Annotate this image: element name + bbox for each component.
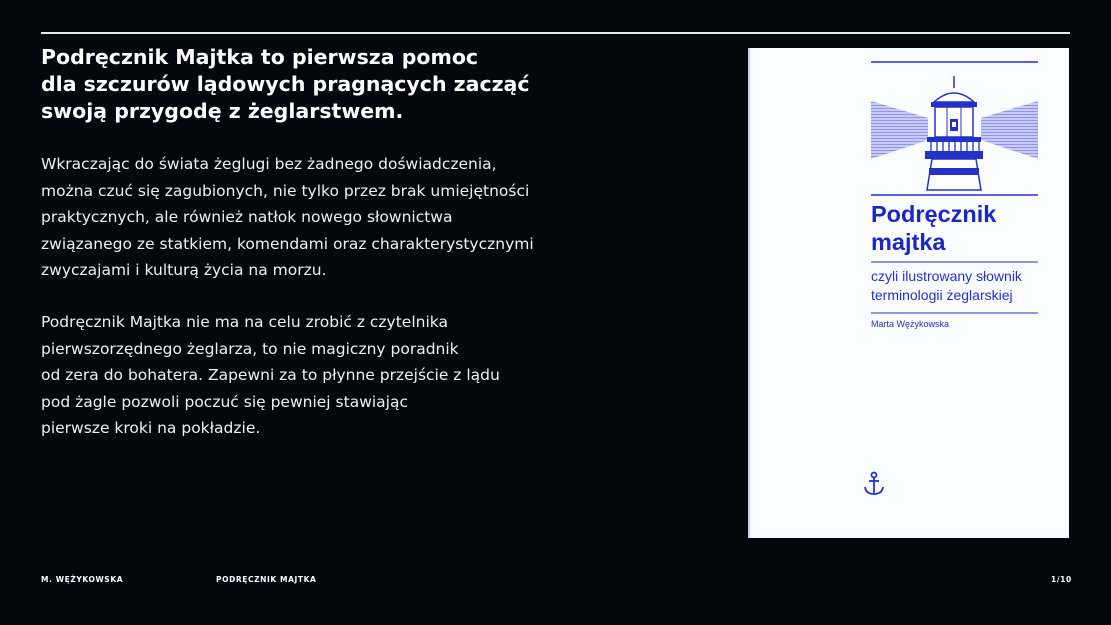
paragraph-line: od zera do bohatera. Zapewni za to płynne przejście z lądu — [41, 366, 500, 384]
paragraph-line: Wkraczając do świata żeglugi bez żadnego doświadczenia, — [41, 155, 497, 173]
paragraph-line: pod żagle pozwoli poczuć się pewniej stawiając — [41, 392, 408, 411]
paragraph-line: pierwszorzędnego żeglarza, to nie magiczny poradnik — [41, 339, 459, 358]
anchor-icon — [865, 473, 883, 495]
page-number: 1/10 — [1051, 575, 1072, 584]
cover-author: Marta Wężykowska — [871, 319, 950, 329]
book-cover-image — [748, 48, 1069, 538]
headline — [41, 44, 561, 125]
cover-subtitle — [871, 267, 1022, 305]
paragraph-line: Podręcznik Majtka nie ma na celu zrobić z czytelnika — [41, 313, 448, 331]
footer-author: M. WĘŻYKOWSKA — [41, 575, 124, 584]
footer-title: PODRĘCZNIK MAJTKA — [216, 575, 317, 584]
cover-title-line: majtka — [871, 229, 946, 255]
paragraph-line: związanego ze statkiem, komendami oraz charakterystycznymi — [41, 234, 534, 253]
headline-line: Podręcznik Majtka to pierwsza pomoc — [41, 45, 479, 69]
top-divider — [41, 32, 1070, 34]
paragraph-line: praktycznych, ale również natłok nowego słownictwa — [41, 208, 453, 226]
lighthouse-icon — [871, 76, 1038, 190]
cover-title-line: Podręcznik — [871, 201, 997, 227]
paragraph-line: zwyczajami i kulturą życia na morzu. — [41, 261, 327, 279]
second-paragraph — [41, 309, 581, 442]
headline-line: dla szczurów lądowych pragnących zacząć — [41, 72, 530, 96]
paragraph-line: pierwsze kroki na pokładzie. — [41, 419, 261, 437]
intro-paragraph — [41, 151, 581, 284]
cover-title — [871, 200, 996, 256]
cover-subtitle-line: terminologii żeglarskiej — [871, 287, 1013, 303]
headline-line: swoją przygodę z żeglarstwem. — [41, 99, 404, 123]
paragraph-line: można czuć się zagubionych, nie tylko przez brak umiejętności — [41, 181, 530, 200]
cover-subtitle-line: czyli ilustrowany słownik — [871, 268, 1022, 284]
